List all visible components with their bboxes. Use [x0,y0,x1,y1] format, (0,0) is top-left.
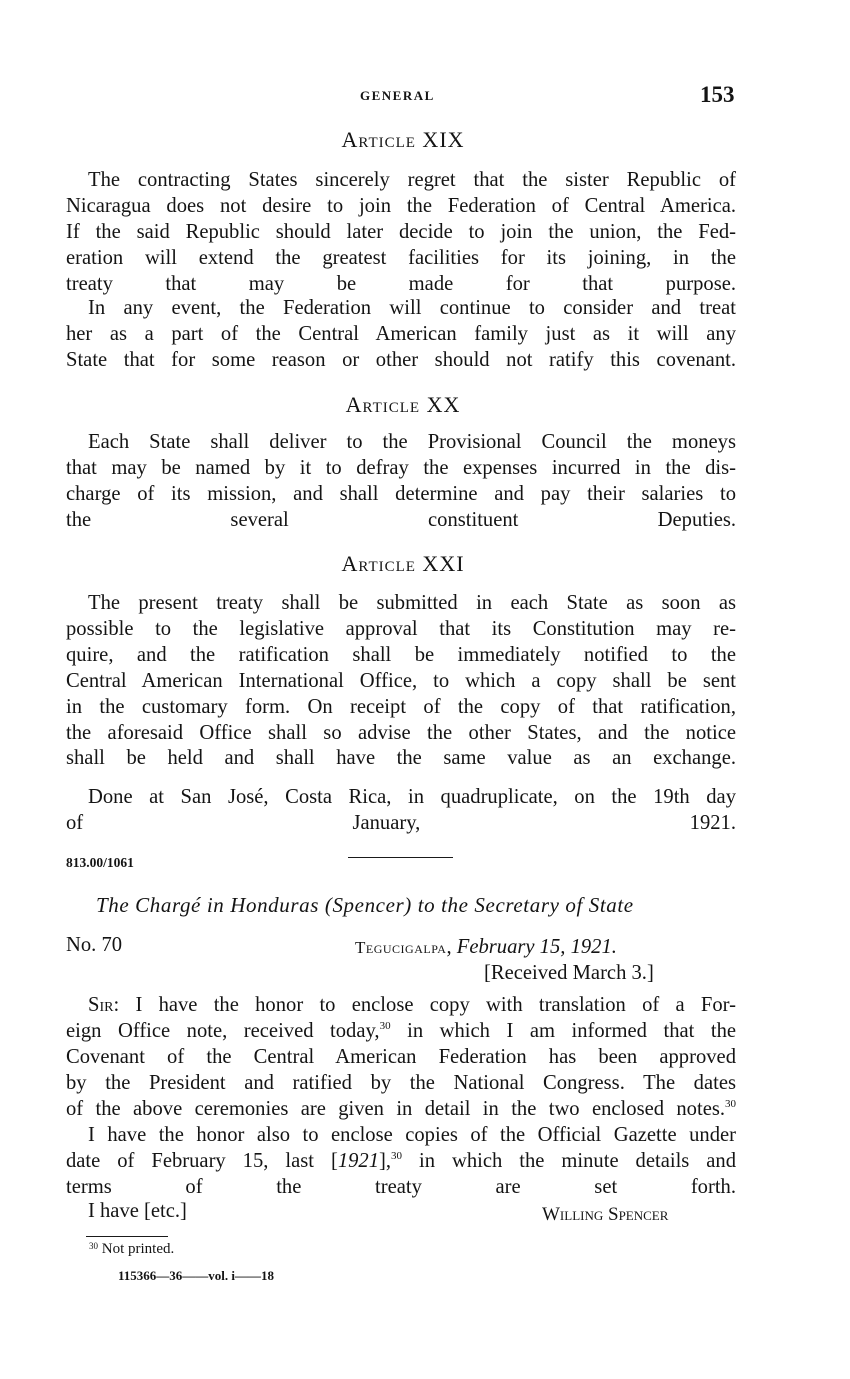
text-line: State that for some reason or other should not ratify this covenant. [66,348,736,371]
article-xix-heading: Article XIX [341,127,465,152]
footnote-marker: 30 [725,1097,736,1110]
footnote-number: 30 [89,1241,98,1251]
text-line: possible to the legislative approval that its Constitution may re- [66,617,736,640]
text-line: of January, 1921. [66,811,736,834]
text-line: Covenant of the Central American Federation has been approved [66,1045,736,1068]
article-xxi-heading: Article XXI [341,551,465,576]
text-line: date of February 15, last [1921],$^{30}$ in which the minute details and [66,1149,737,1172]
letter-paragraph-1 [66,993,736,1123]
text-line: the several constituent Deputies. [66,508,736,531]
dateline: Tegucigalpa, February 15, 1921. [355,936,617,958]
text-line: treaty that may be made for that purpose. [66,272,736,295]
text-fragment: 1921 [337,1149,380,1172]
received-note: [Received March 3.] [484,962,654,984]
text-fragment: in which I am informed that the [407,1019,737,1042]
text-line: that may be named by it to defray the expenses incurred in the dis- [66,456,736,479]
text-line [66,1019,736,1045]
text-fragment: in which the minute details and [419,1149,737,1172]
article-xx-heading: Article XX [345,392,461,417]
article-xxi-paragraph-2 [66,785,736,837]
letter-paragraph-2 [66,1123,736,1201]
signature: Willing Spencer [542,1204,669,1225]
text-line: eration will extend the greatest facilities for its joining, in the [66,246,736,269]
text-line: The present treaty shall be submitted in each State as soon as [88,592,736,614]
salutation: Sir: [88,994,120,1016]
file-reference: 813.00/1061 [66,855,134,870]
printer-imprint: 115366—36——vol. i——18 [118,1268,275,1283]
text-line [66,993,736,1019]
running-head: GENERAL [360,88,435,103]
text-fragment: eign Office note, received today, [66,1019,380,1042]
footnote-marker: 30 [391,1149,403,1162]
text-fragment: of the above ceremonies are given in detail in the two enclosed notes. [66,1097,725,1120]
text-line: the aforesaid Office shall so advise the other States, and the notice [66,721,736,744]
text-line: Central American International Office, to which a copy shall be sent [66,669,736,692]
footnote [89,1241,174,1258]
document-number: No. 70 [66,934,123,956]
text-line: quire, and the ratification shall be immediately notified to the [66,643,736,666]
section-divider [348,857,453,858]
text-line: Done at San José, Costa Rica, in quadruplicate, on the 19th day [88,786,736,808]
footnote-text: Not printed. [101,1241,175,1257]
text-line: her as a part of the Central American family just as it will any [66,322,736,345]
text-line: Nicaragua does not desire to join the Federation of Central America. [66,194,736,217]
text-fragment: I have the honor to enclose copy with translation of a For- [135,994,736,1016]
text-line: by the President and ratified by the National Congress. The dates [66,1071,736,1094]
text-line: The contracting States sincerely regret that the sister Republic of [88,169,736,191]
letter-date: February 15, 1921. [456,936,617,958]
text-line: shall be held and shall have the same value as an exchange. [66,747,736,770]
text-line: I have the honor also to enclose copies of the Official Gazette under [88,1124,736,1146]
text-fragment: date of February 15, last [66,1149,314,1172]
footnote-marker: 30 [379,1019,391,1032]
document-title: The Chargé in Honduras (Spencer) to the Secretary of State [96,893,634,917]
text-line: terms of the treaty are set forth. [66,1175,736,1198]
text-line [66,1097,736,1123]
text-line: in the customary form. On receipt of the copy of that ratification, [66,695,736,718]
text-line: In any event, the Federation will continue to consider and treat [88,297,736,319]
closing: I have [etc.] [88,1200,187,1222]
place-name: Tegucigalpa [355,938,447,957]
article-xx-paragraph-1 [66,430,736,534]
article-xix-paragraph-1 [66,168,736,298]
article-xix-paragraph-2 [66,296,736,374]
article-xxi-paragraph-1 [66,591,736,772]
text-line: charge of its mission, and shall determine and pay their salaries to [66,482,736,505]
text-line: Each State shall deliver to the Provisional Council the moneys [88,431,736,453]
footnote-rule [86,1236,168,1237]
page-number: 153 [700,82,735,107]
text-line: If the said Republic should later decide to join the union, the Fed- [66,220,736,243]
